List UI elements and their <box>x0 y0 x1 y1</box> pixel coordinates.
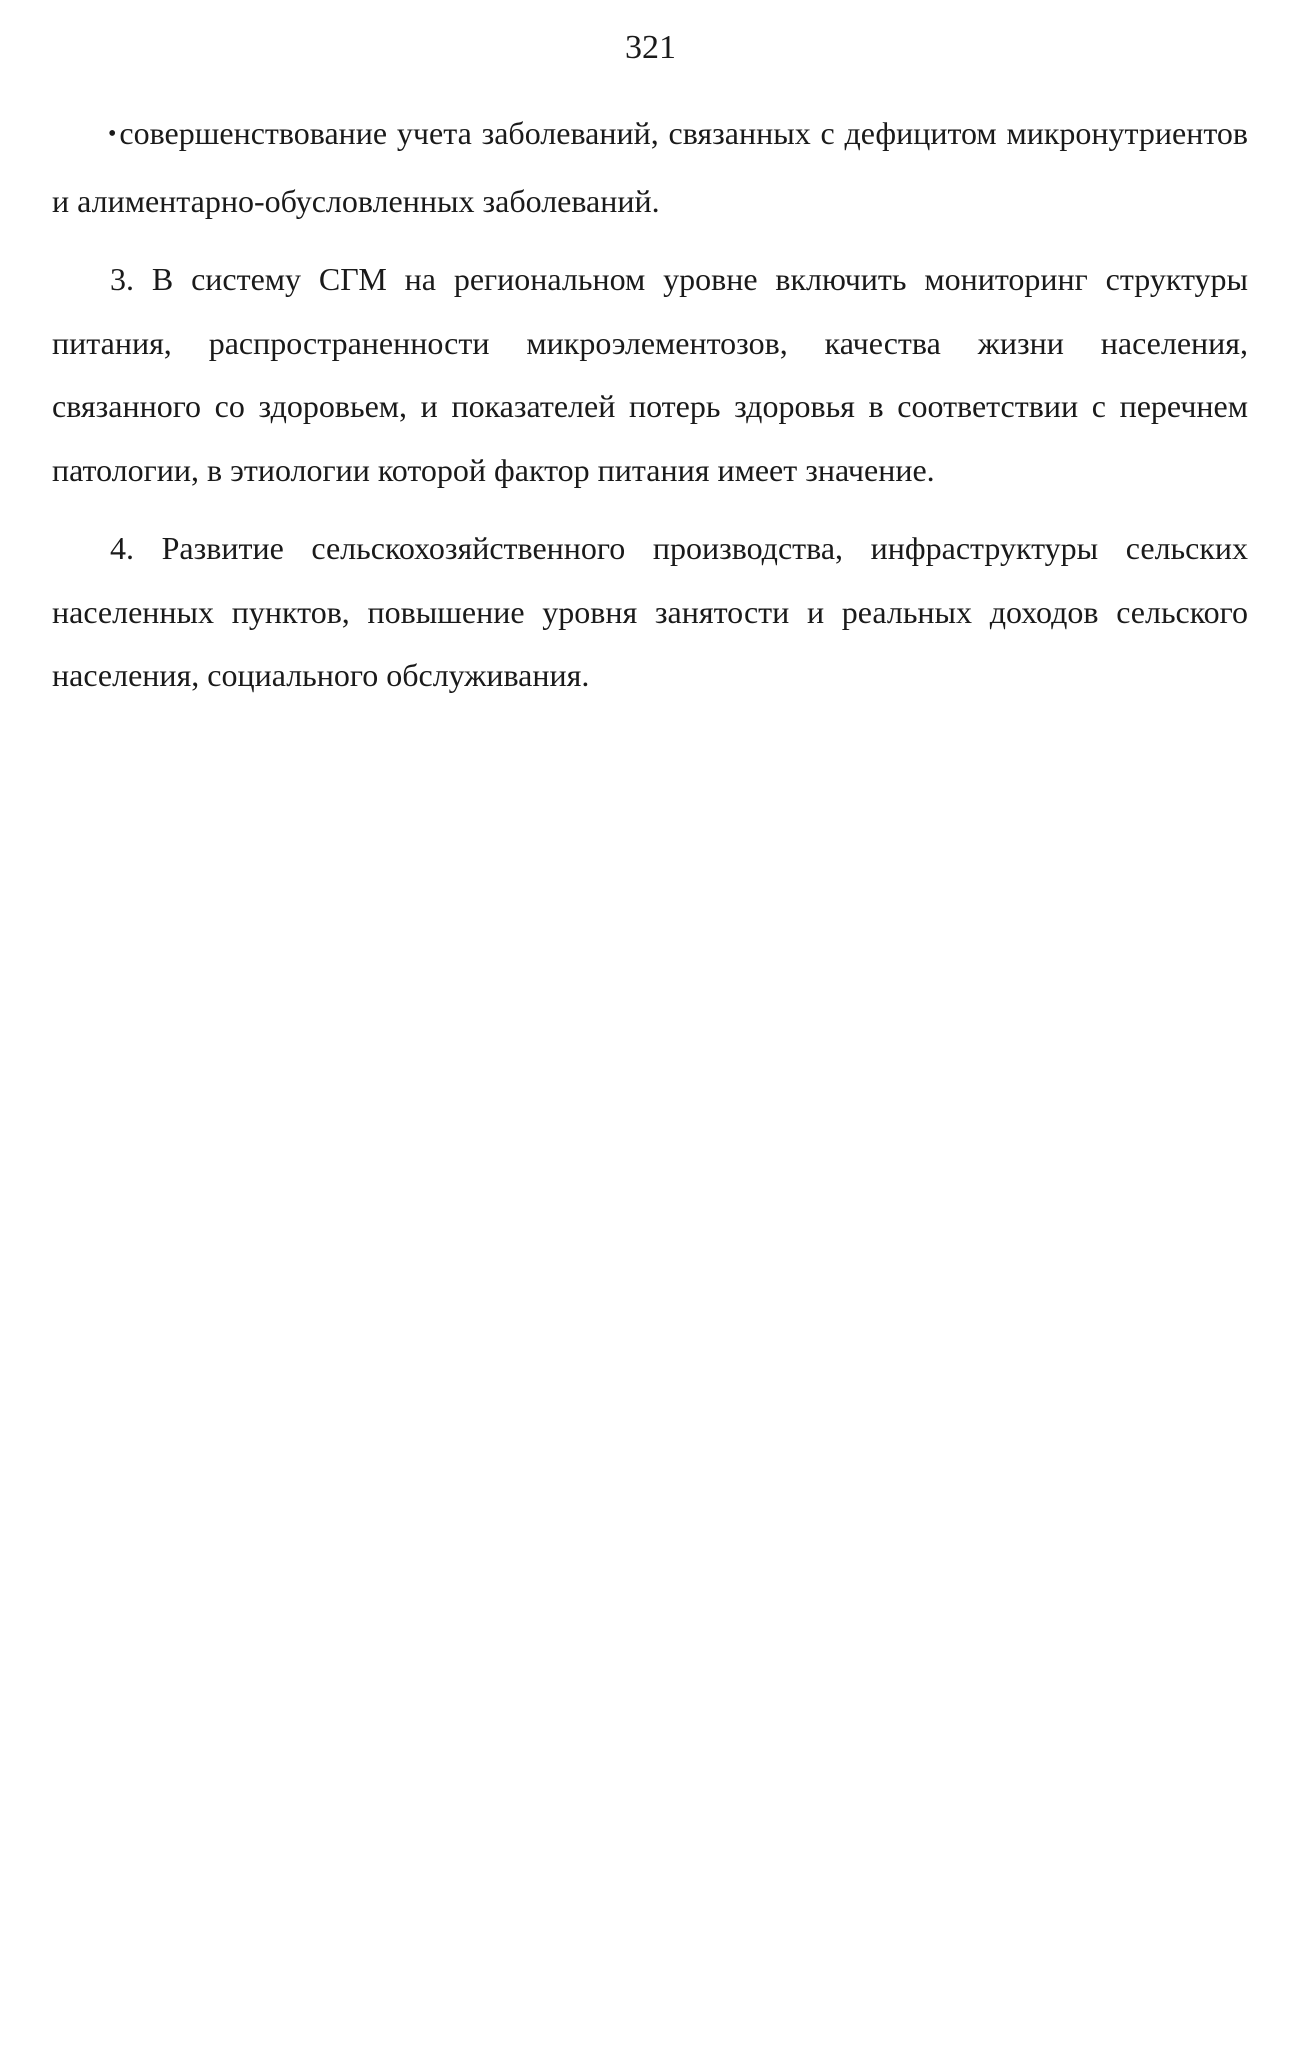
paragraph-text: 3. В систему СГМ на региональном уровне включить мониторинг структуры питания, распространенности микроэлементозов, качества жизни населения, связанного со здоровьем, и показателей потерь здоровья в соответствии с перечнем патологии, в этиологии которой фактор питания имеет значение. <box>52 261 1248 488</box>
paragraph-item-4 <box>52 517 1248 708</box>
paragraph-text: совершенствование учета заболеваний, связанных с дефицитом микронутриентов и алиментарно-обусловленных заболеваний. <box>52 115 1248 219</box>
page-number: 321 <box>625 29 676 66</box>
paragraph-text: 4. Развитие сельскохозяйственного производства, инфраструктуры сельских населенных пунктов, повышение уровня занятости и реальных доходов сельского населения, социального обслуживания. <box>52 530 1248 693</box>
paragraph-item-3 <box>52 248 1248 502</box>
bullet-icon: • <box>108 121 117 147</box>
paragraph-bullet-item <box>52 102 1248 233</box>
body-text <box>52 102 1248 708</box>
